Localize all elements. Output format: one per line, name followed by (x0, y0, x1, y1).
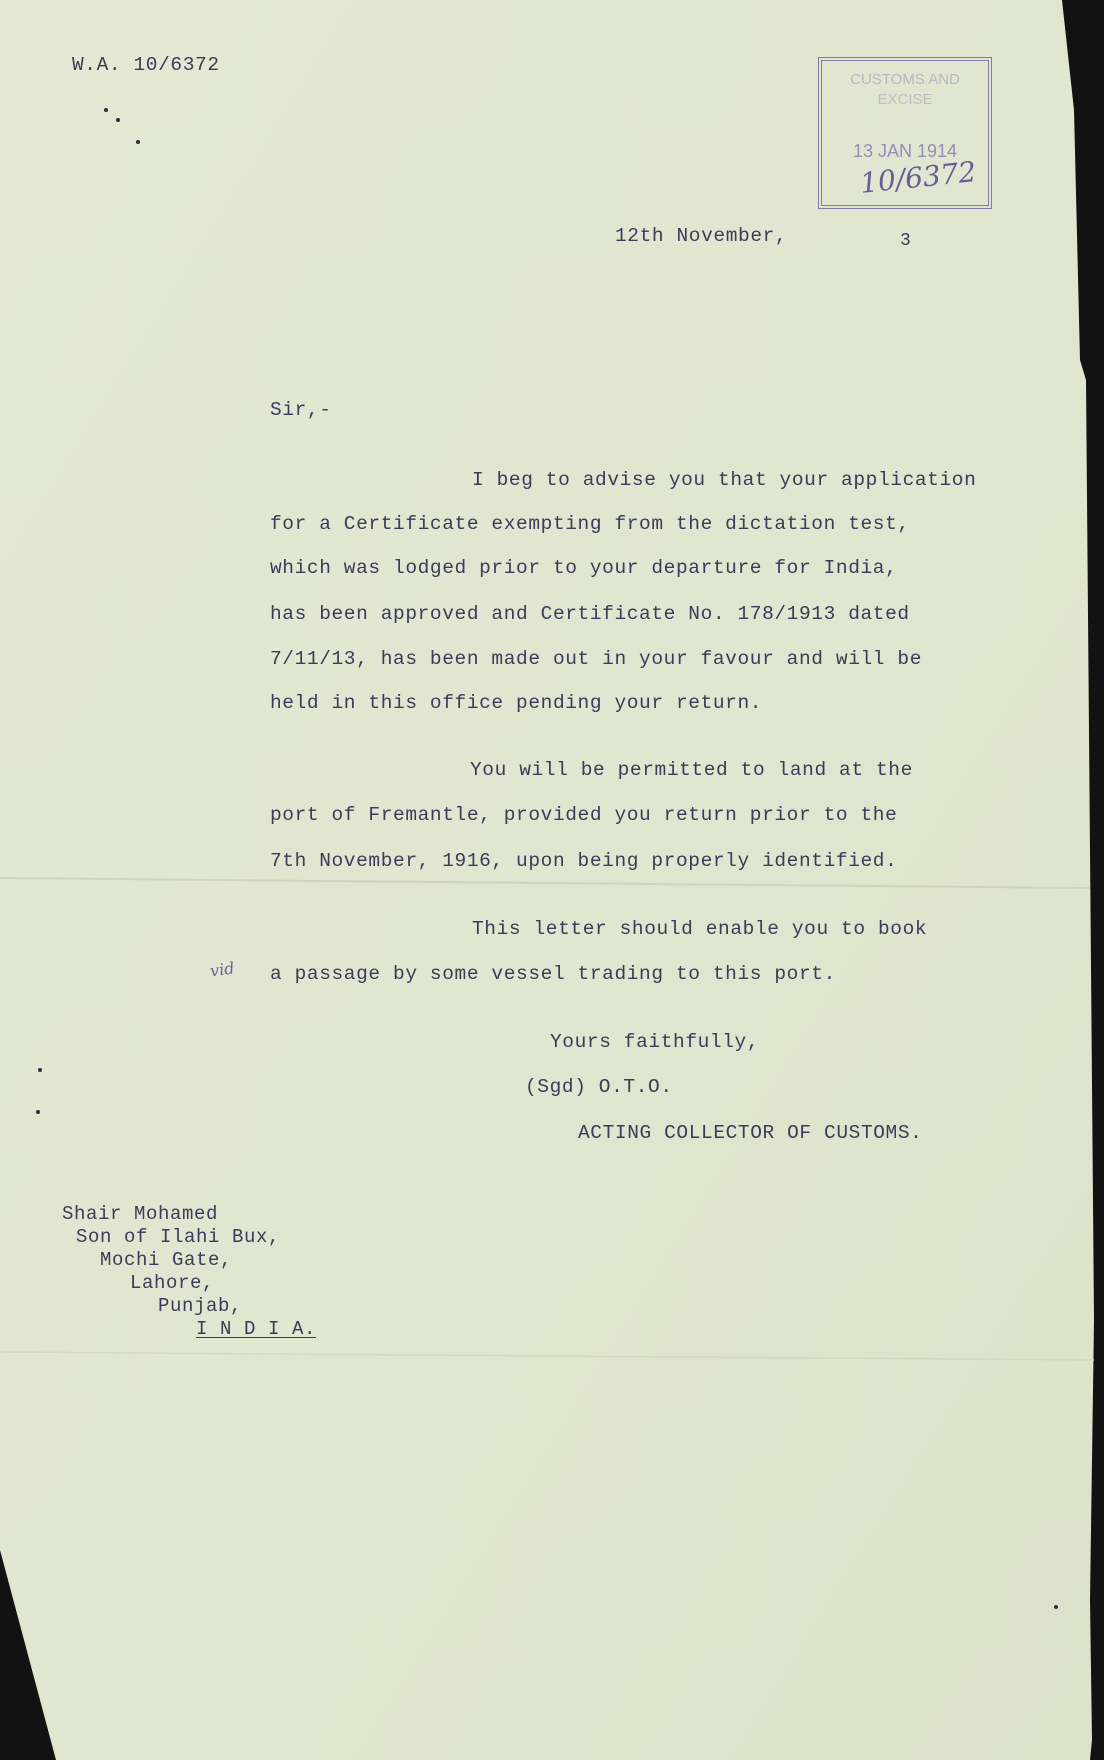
body-line: has been approved and Certificate No. 178/1913 dated (270, 603, 910, 625)
ink-speck (1054, 1605, 1058, 1609)
address-line: Shair Mohamed (62, 1203, 219, 1225)
body-line: I beg to advise you that your application (472, 469, 977, 491)
received-stamp (818, 57, 992, 209)
body-line: This letter should enable you to book (472, 918, 928, 940)
body-line: port of Fremantle, provided you return prior to the (270, 804, 898, 826)
signatory-title: ACTING COLLECTOR OF CUSTOMS. (578, 1122, 923, 1144)
body-line: You will be permitted to land at the (470, 759, 913, 781)
salutation: Sir,- (270, 399, 332, 421)
body-line: held in this office pending your return. (270, 692, 763, 714)
body-line: 7th November, 1916, upon being properly identified. (270, 850, 898, 872)
address-country: I N D I A. (196, 1318, 317, 1340)
body-line: a passage by some vessel trading to this port. (270, 963, 836, 985)
file-reference: W.A. 10/6372 (72, 54, 220, 76)
body-line: which was lodged prior to your departure for India, (270, 557, 898, 579)
address-line: Son of Ilahi Bux, (76, 1226, 281, 1248)
body-line: 7/11/13, has been made out in your favour and will be (270, 648, 923, 670)
ink-speck (104, 108, 108, 112)
ink-speck (38, 1068, 42, 1072)
stamp-line: CUSTOMS AND (850, 71, 960, 88)
margin-annotation: vid (208, 958, 236, 981)
letter-date-year: 3 (900, 231, 912, 251)
stamp-handwritten-number: 10/6372 (858, 155, 978, 200)
body-line: for a Certificate exempting from the dictation test, (270, 513, 910, 535)
stamp-line: EXCISE (877, 91, 933, 108)
address-line: Punjab, (158, 1295, 243, 1317)
stamp-date: 13 JAN 1914 (852, 141, 958, 161)
ink-speck (136, 140, 140, 144)
signature-line: (Sgd) O.T.O. (525, 1076, 673, 1098)
address-line: Lahore, (130, 1272, 215, 1294)
ink-speck (116, 118, 120, 122)
ink-speck (36, 1110, 40, 1114)
letter-date: 12th November, (615, 225, 788, 247)
address-line: Mochi Gate, (100, 1249, 233, 1271)
closing-line: Yours faithfully, (550, 1031, 760, 1053)
